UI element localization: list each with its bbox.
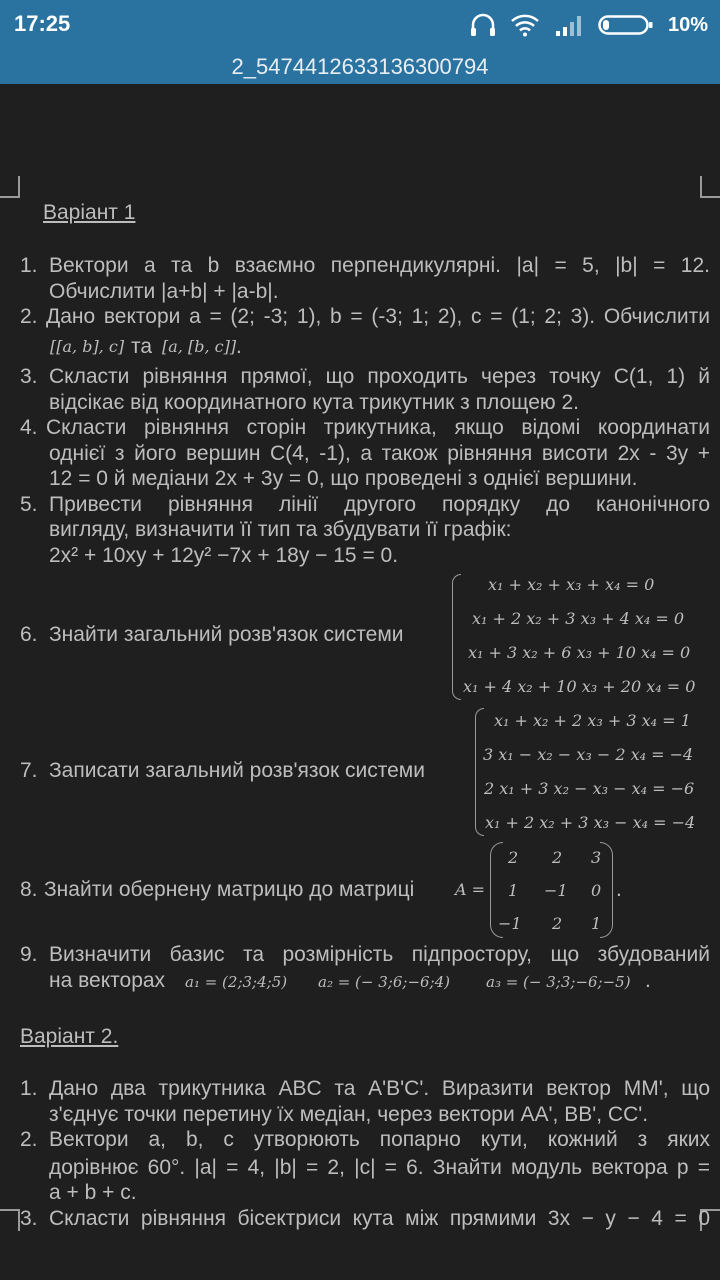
battery-percent: 10%	[667, 13, 708, 36]
item-1-line1: Вектори a та b взаємно перпендикулярні. |a| = 5, |b| = 12.	[49, 254, 710, 277]
v2-item-3-line1: Скласти рівняння бісектриси кута між прямими 3x − y − 4 = 0	[49, 1207, 710, 1230]
item-8-period: .	[616, 878, 622, 901]
wifi-icon	[510, 13, 540, 37]
matrix-bracket-right	[600, 842, 613, 938]
formula-triple-product-2: [a, [b, c]]	[162, 337, 237, 356]
matrix-cell: 2	[552, 848, 563, 867]
matrix-label: A =	[455, 880, 486, 899]
variant2-heading: Варіант 2.	[20, 1025, 119, 1048]
matrix-cell: 3	[591, 848, 602, 867]
item-number: 1.	[20, 1077, 38, 1100]
system-brace	[452, 574, 461, 700]
item-9-line2: на векторах	[49, 969, 166, 992]
item-4-line2: однієї з його вершин C(4, -1), а також рівняння висоти 2x - 3y +	[49, 442, 710, 465]
item-1-line2: Обчислити |a+b| + |a-b|.	[49, 280, 279, 303]
item-9-line1: Визначити базис та розмірність підпростору, що збудований	[49, 943, 710, 966]
item-3-line2: відсікає від координатного кута трикутник з площею 2.	[49, 391, 579, 414]
item-2-conj: та	[131, 335, 153, 358]
item-number: 6.	[20, 623, 38, 646]
page-corner-mark	[0, 176, 20, 198]
item-3-line1: Скласти рівняння прямої, що проходить через точку C(1, 1) й	[49, 365, 710, 388]
vector-a3: a₃ = (− 3;3;−6;−5)	[486, 973, 631, 991]
v2-item-1-line2: з'єднує точки перетину їх медіан, через вектори AA', BB', CC'.	[49, 1103, 649, 1126]
matrix-cell: 0	[591, 881, 602, 900]
v2-item-2-line2: дорівнює 60°. |a| = 4, |b| = 2, |c| = 6. Знайти модуль вектора p =	[49, 1156, 710, 1179]
system2-eq4: x₁ + 2 x₂ + 3 x₃ − x₄ = −4	[485, 813, 696, 832]
item-4-line1: Скласти рівняння сторін трикутника, якщо відомі координати	[46, 416, 710, 439]
item-5-equation: 2x² + 10xy + 12y² −7x + 18y − 15 = 0.	[49, 544, 399, 567]
system2-eq1: x₁ + x₂ + 2 x₃ + 3 x₄ = 1	[494, 711, 691, 730]
item-number: 3.	[20, 365, 38, 388]
status-time: 17:25	[14, 11, 71, 36]
matrix-cell: 2	[552, 914, 563, 933]
system2-eq3: 2 x₁ + 3 x₂ − x₃ − x₄ = −6	[484, 779, 695, 798]
matrix-cell: 2	[508, 848, 519, 867]
item-9-period: .	[645, 969, 651, 992]
document-title[interactable]: 2_5474412633136300794	[0, 50, 720, 84]
item-4-line3: 12 = 0 й медіани 2x + 3y = 0, що проведені з однієї вершини.	[49, 467, 638, 490]
battery-icon	[598, 13, 654, 37]
page-corner-mark	[0, 1209, 20, 1231]
v2-item-2-line1: Вектори a, b, c утворюють попарно кути, кожний з яких	[49, 1128, 710, 1151]
item-number: 9.	[20, 943, 38, 966]
item-number: 2.	[20, 305, 38, 328]
system1-eq2: x₁ + 2 x₂ + 3 x₃ + 4 x₄ = 0	[472, 609, 685, 628]
system2-eq2: 3 x₁ − x₂ − x₃ − 2 x₄ = −4	[483, 745, 694, 764]
system1-eq1: x₁ + x₂ + x₃ + x₄ = 0	[488, 575, 655, 594]
item-5-line2: вигляду, визначити її тип та збудувати її графік:	[49, 518, 512, 541]
item-2-period: .	[236, 335, 242, 358]
vector-a1: a₁ = (2;3;4;5)	[185, 973, 288, 991]
v2-item-2-line3: a + b + c.	[49, 1181, 137, 1204]
status-icons	[470, 10, 708, 40]
signal-icon	[554, 13, 584, 37]
matrix-cell: 1	[591, 914, 602, 933]
item-5-line1: Привести рівняння лінії другого порядку до канонічного	[49, 493, 710, 516]
matrix-cell: −1	[498, 914, 522, 933]
item-number: 5.	[20, 493, 38, 516]
system-brace	[475, 708, 484, 836]
matrix-cell: −1	[544, 881, 568, 900]
matrix-cell: 1	[508, 881, 519, 900]
variant1-heading: Варіант 1	[43, 201, 136, 224]
formula-triple-product-1: [[a, b], c]	[50, 337, 125, 356]
system1-eq4: x₁ + 4 x₂ + 10 x₃ + 20 x₄ = 0	[463, 677, 696, 696]
system1-eq3: x₁ + 3 x₂ + 6 x₃ + 10 x₄ = 0	[468, 643, 691, 662]
item-number: 3.	[20, 1207, 38, 1230]
item-number: 2.	[20, 1128, 38, 1151]
page-corner-mark	[700, 176, 720, 198]
item-number: 1.	[20, 254, 38, 277]
item-number: 4.	[20, 416, 38, 439]
headphones-icon	[470, 13, 496, 37]
item-2-line1: Дано вектори a = (2; -3; 1), b = (-3; 1; 2), c = (1; 2; 3). Обчислити	[46, 305, 710, 328]
item-6-text: Знайти загальний розв'язок системи	[49, 623, 404, 646]
vector-a2: a₂ = (− 3;6;−6;4)	[318, 973, 451, 991]
v2-item-1-line1: Дано два трикутника ABC та A'B'C'. Виразити вектор MM', що	[49, 1077, 710, 1100]
status-bar	[0, 0, 720, 50]
item-7-text: Записати загальний розв'язок системи	[49, 759, 425, 782]
item-number: 7.	[20, 759, 38, 782]
item-number: 8.	[20, 878, 38, 901]
item-8-text: Знайти обернену матрицю до матриці	[44, 878, 415, 901]
